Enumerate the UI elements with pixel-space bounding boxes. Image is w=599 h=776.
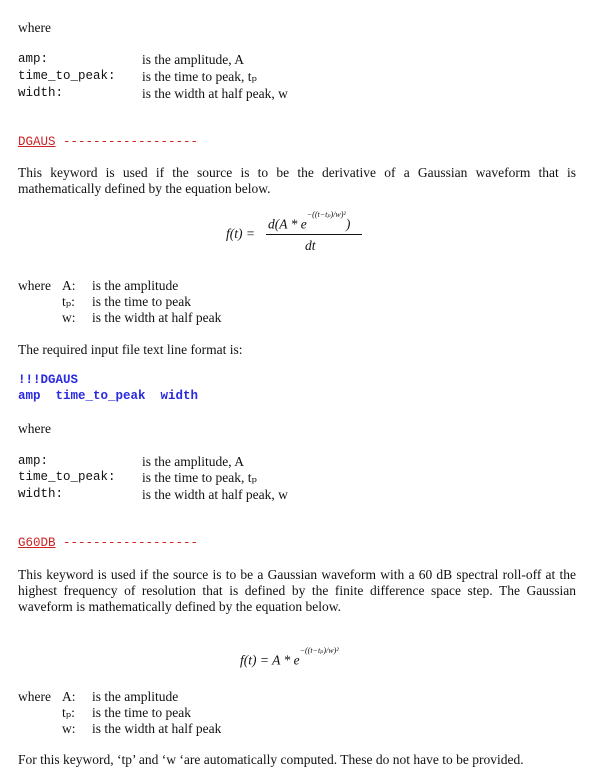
g60db-note: For this keyword, ‘tp’ and ‘w ‘are automatically computed. These do not have to be provided. xyxy=(18,752,524,767)
where-label: where xyxy=(18,20,51,35)
dgaus-where-label: where xyxy=(18,278,51,293)
dgaus-equation-lhs: f(t) = xyxy=(226,226,255,241)
dgaus-var-desc-tp: is the time to peak xyxy=(92,294,191,309)
g60db-equation-exp: −((t−tₚ)/w)² xyxy=(299,646,339,655)
dgaus-var-sym-a: A: xyxy=(62,278,76,293)
dgaus-format-line1: !!!DGAUS xyxy=(18,373,79,387)
dgaus-equation-denominator: dt xyxy=(305,238,316,253)
param-term-time-to-peak: time_to_peak: xyxy=(18,69,116,83)
dgaus-var-desc-a: is the amplitude xyxy=(92,278,179,293)
dgaus-param-desc-time-to-peak: is the time to peak, tₚ xyxy=(142,470,257,485)
dgaus-intro: This keyword is used if the source is to be the derivative of a Gaussian waveform that is mathematically defined by the equation below. xyxy=(18,165,576,196)
g60db-var-sym-w: w: xyxy=(62,721,76,736)
dgaus-var-sym-w: w: xyxy=(62,310,76,325)
dgaus-equation-num: d(A * e xyxy=(268,216,307,232)
dgaus-heading xyxy=(18,135,198,149)
dgaus-var-desc-w: is the width at half peak xyxy=(92,310,222,325)
dgaus-param-desc-width: is the width at half peak, w xyxy=(142,487,288,502)
g60db-equation-lhs: f(t) = A * e xyxy=(240,652,300,668)
param-term-width: width: xyxy=(18,86,64,100)
g60db-intro: This keyword is used if the source is to be a Gaussian waveform with a 60 dB spectral roll-off at the highest frequency of resolution that is defined by the finite difference space step. The Gaussian waveform is mathematically defined by the equation below. xyxy=(18,567,576,614)
g60db-var-desc-a: is the amplitude xyxy=(92,689,179,704)
g60db-equation xyxy=(240,646,339,669)
dgaus-heading-text: DGAUS xyxy=(18,135,56,149)
g60db-where-label: where xyxy=(18,689,51,704)
g60db-heading xyxy=(18,536,198,550)
dgaus-param-term-width: width: xyxy=(18,487,64,501)
dgaus-heading-dashes: ------------------ xyxy=(63,135,199,149)
g60db-var-desc-w: is the width at half peak xyxy=(92,721,222,736)
param-term-amp: amp: xyxy=(18,52,49,66)
g60db-var-sym-a: A: xyxy=(62,689,76,704)
dgaus-format-intro: The required input file text line format is: xyxy=(18,342,243,357)
g60db-var-sym-tp: tₚ: xyxy=(62,705,75,720)
param-desc-amp: is the amplitude, A xyxy=(142,52,244,67)
g60db-heading-dashes: ------------------ xyxy=(63,536,199,550)
dgaus-where2-label: where xyxy=(18,421,51,436)
dgaus-equation-numerator xyxy=(268,210,351,233)
param-desc-width: is the width at half peak, w xyxy=(142,86,288,101)
dgaus-param-desc-amp: is the amplitude, A xyxy=(142,454,244,469)
dgaus-fraction-bar xyxy=(266,234,362,235)
dgaus-equation-close: ) xyxy=(345,216,351,232)
dgaus-var-sym-tp: tₚ: xyxy=(62,294,75,309)
dgaus-param-term-time-to-peak: time_to_peak: xyxy=(18,470,116,484)
param-desc-time-to-peak: is the time to peak, tₚ xyxy=(142,69,257,84)
dgaus-format-line2: amp time_to_peak width xyxy=(18,389,199,403)
g60db-heading-text: G60DB xyxy=(18,536,56,550)
g60db-var-desc-tp: is the time to peak xyxy=(92,705,191,720)
dgaus-equation-exp: −((t−tₚ)/w)² xyxy=(306,210,346,219)
dgaus-param-term-amp: amp: xyxy=(18,454,49,468)
